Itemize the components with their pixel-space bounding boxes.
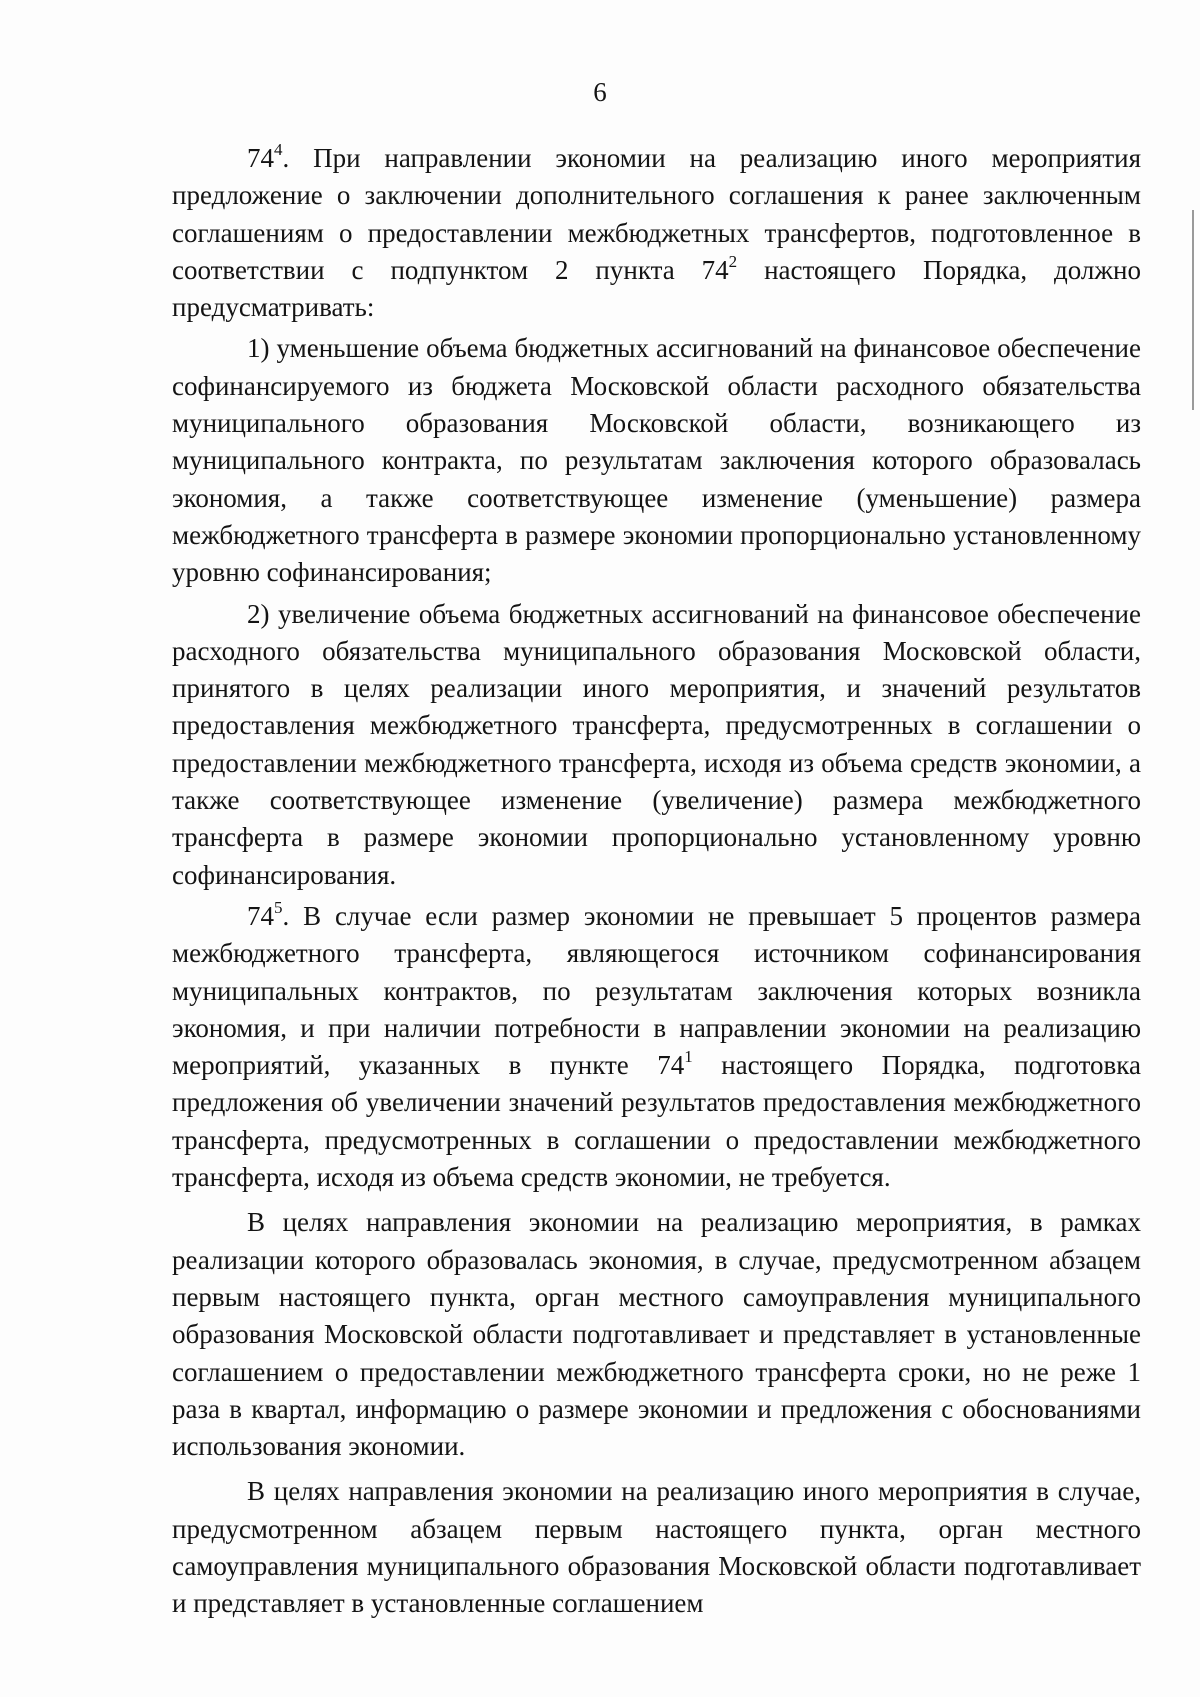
paragraph-text-continued: настоящего Порядка, должно предусматривать: — [172, 254, 1142, 323]
page-number: 6 — [593, 77, 607, 107]
paragraph-74-4 — [172, 140, 1141, 326]
paragraph-savings-other-measure: В целях направления экономии на реализацию иного мероприятия в случае, предусмотренном абзацем первым настоящего пункта, орган местного самоуправления муниципального образования Московской области подготавливает и представляет в установленные соглашением — [172, 1476, 1141, 1619]
paragraph-text: . При направлении экономии на реализацию иного мероприятия предложение о заключении дополнительного соглашения к ранее заключенным соглашениям о предоставлении межбюджетных трансфертов, подготовленное в соответствии с подпунктом 2 пункта 74 — [172, 143, 1141, 285]
paragraph-savings-same-measure: В целях направления экономии на реализацию мероприятия, в рамках реализации которого образовалась экономия, в случае, предусмотренном абзацем первым настоящего пункта, орган местного самоуправления муниципального образования Московской области подготавливает и представляет в установленные соглашением о предоставлении межбюджетного трансферта сроки, но не реже 1 раза в квартал, информацию о размере экономии и предложения с обоснованиями использования экономии. — [172, 1207, 1141, 1462]
subitem-2: 2) увеличение объема бюджетных ассигнований на финансовое обеспечение расходного обязательства муниципального образования Московской области, принятого в целях реализации иного мероприятия, и значений результатов предоставления межбюджетного трансферта, предусмотренных в соглашении о предоставлении межбюджетного трансферта, исходя из объема средств экономии, а также соответствующее изменение (увеличение) размера межбюджетного трансферта в размере экономии пропорционально установленному уровню софинансирования. — [172, 598, 1141, 890]
scan-edge-mark — [1192, 210, 1194, 410]
subitem-1: 1) уменьшение объема бюджетных ассигнований на финансовое обеспечение софинансируемого из бюджета Московской области расходного обязательства муниципального образования Московской области, возникающего из муниципального контракта, по результатам заключения которого образовалась экономия, а также соответствующее изменение (уменьшение) размера межбюджетного трансферта в размере экономии пропорционально установленному уровню софинансирования; — [172, 333, 1141, 588]
clause-number: 74 — [247, 900, 274, 931]
clause-superscript: 4 — [274, 140, 283, 159]
reference-superscript: 2 — [728, 251, 738, 271]
document-body — [172, 140, 1141, 1623]
clause-number: 74 — [247, 143, 274, 173]
paragraph-text: . В случае если размер экономии не превышает 5 процентов размера межбюджетного трансферта, являющегося источником софинансирования муниципальных контрактов, по результатам заключения которых возникла экономия, и при наличии потребности в направлении экономии на реализацию мероприятий, указанных в пункте 74 — [172, 900, 1141, 1081]
clause-superscript: 5 — [274, 897, 283, 917]
paragraph-text-continued: настоящего Порядка, подготовка предложения об увеличении значений результатов предоставления межбюджетного трансферта, предусмотренных в соглашении о предоставлении межбюджетного трансферта, исходя из объема средств экономии, не требуется. — [172, 1050, 1141, 1193]
reference-superscript: 1 — [684, 1047, 693, 1067]
paragraph-74-5 — [172, 898, 1141, 1196]
